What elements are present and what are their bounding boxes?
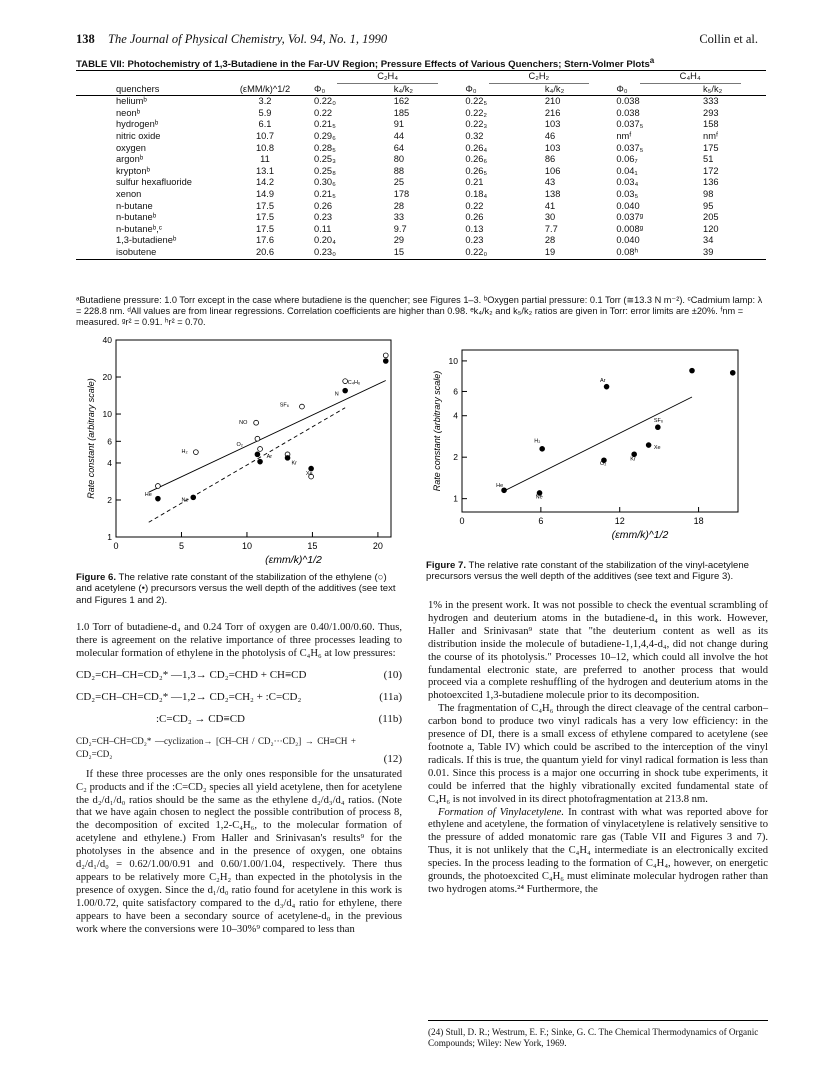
table-cell: 25 (393, 177, 405, 188)
table-cell: 0.21 (465, 177, 484, 188)
table-cell: 43 (544, 177, 556, 188)
point-label: Ar (600, 378, 606, 385)
x-tick-label: 10 (241, 541, 252, 551)
table-cell: 0.26 (314, 200, 333, 211)
table-cell: 0.22₀ (314, 96, 336, 107)
page-header (76, 32, 758, 48)
col-header: (εMM/k)^1/2 (218, 84, 312, 96)
right-column (428, 600, 768, 897)
table-cell: 0.037ᵍ (616, 212, 644, 223)
x-tick-label: 15 (307, 541, 318, 551)
table-cell: 88 (393, 165, 405, 176)
point-label: SF₆ (279, 402, 289, 409)
y-tick-label: 40 (102, 335, 112, 345)
table-cell: 0.23 (314, 212, 333, 223)
table-cell: 0.038 (616, 107, 640, 118)
table-cell: 1,3-butadieneᵇ (116, 235, 177, 246)
table-cell: 0.25₈ (314, 165, 336, 176)
equation-11b: :C=CD₂ → CD≡CD (11b) (156, 712, 402, 725)
data-point-filled (655, 425, 660, 430)
table-cell: 172 (703, 165, 719, 176)
table-row (76, 235, 766, 247)
table-footnote: ᵃButadiene pressure: 1.0 Torr except in the case where butadiene is the quencher; see Figures 1–3. ᵇOxygen partial pressure: 0.1 Torr (≅13.3 N m⁻²). ᶜCadmium lamp: λ = 228.8 nm. ᵈAll values are from linear regressions. Correlation coefficients are higher than 0.98. ᵉk₄/k₂ and k₅/k₂ ratios are given in Torr: error limits are ±20%. ᶠnm = measured. ᵍr² = 0.91. ʰr² = 0.70. (76, 295, 763, 327)
data-point-filled (646, 443, 651, 448)
y-tick-label: 10 (448, 355, 458, 366)
table-cell: 0.23₀ (312, 247, 392, 259)
table-cell: 0.21₅ (314, 119, 336, 130)
table-cell: 51 (703, 154, 714, 165)
table-cell: 0.22 (314, 107, 333, 118)
col-header: Φ₀ (463, 84, 543, 96)
table-cell: 216 (544, 107, 561, 118)
data-point-open (300, 404, 305, 409)
page-number: 138 (76, 32, 95, 46)
table-cell: 39 (701, 247, 766, 259)
table-cell: n-butaneᵇ,ᶜ (116, 223, 163, 234)
equation-12: CD₂=CH–CH=CD₂* —cyclization→ [CH–CH / CD₂···CD₂] → CH≡CH + CD₂=CD₂ (12) (76, 735, 402, 765)
table-cell: 0.30₆ (314, 177, 336, 188)
table-cell: 0.22₃ (465, 119, 488, 130)
table-cell: 0.29₆ (314, 130, 336, 141)
y-tick-label: 20 (102, 372, 112, 383)
paragraph: The fragmentation of C₄H₆ through the direct cleavage of the central carbon–carbon bond to produce two vinyl radicals has a very low efficiency: in the presence of DI, there is a small excess of ethylene compared to acetylene (see footnote a, Table IV) which could be ascribed to the interception of the vinyl radicals. If this is true, the quantum yield for vinyl radical formation is less than 0.01. Since this process is a major one occurring in shock tube experiments, it could be inferred that the highly vibrationally excited fundamental state of C₄H₆ is not involved in its direct photofragmentation at 213.8 nm. (428, 703, 768, 805)
table-cell: 29 (393, 235, 405, 246)
journal-title: The Journal of Physical Chemistry, Vol. 94, No. 1, 1990 (108, 32, 388, 46)
table-cell: sulfur hexafluoride (116, 177, 192, 188)
data-point-open (383, 353, 388, 358)
y-tick-label: 2 (453, 452, 458, 463)
table-cell: 0.08ʰ (614, 247, 701, 259)
table-cell: 5.9 (258, 107, 272, 118)
data-point-open (255, 436, 260, 441)
table-cell: 0.03₄ (616, 177, 639, 188)
col-header: k₄/k₂ (392, 84, 464, 96)
point-label: H₂ (534, 438, 541, 445)
table-cell: 28 (544, 235, 556, 246)
equation-11a: CD₂=CH–CH=CD₂* —1,2→ CD₂=CH₂ + :C=CD₂ (11a) (76, 690, 402, 703)
table-row (76, 224, 766, 236)
table-cell: 14.2 (255, 177, 275, 188)
table-cell: 0.040 (616, 200, 640, 211)
y-tick-label: 6 (107, 436, 112, 447)
figure-6-caption: Figure 6. The relative rate constant of the stabilization of the ethylene (○) and acetylene (•) precursors versus the well depth of the additives (see text and Figures 1 and 2). (76, 572, 396, 606)
table-cell: 33 (393, 212, 405, 223)
table-row (76, 189, 766, 201)
equation-10: CD₂=CH–CH=CD₂* —1,3→ CD₂=CHD + CH≡CD (10) (76, 668, 402, 681)
paragraph: Formation of Vinylacetylene. In contrast with what was reported above for ethylene and acetylene, the formation of vinylacetylene is relatively sensitive to the pressure of added monatomic rare gas (Table VII and Figures 3 and 7). Thus, it is not unlikely that the C₄H₄ intermediate is an electronically excited species. In the process leading to the formation of C₄H₄, however, on energetic grounds, the photoexcited C₄H₆ must eliminate molecular hydrogen rather than two hydrogen atoms.²⁴ Furthermore, the (428, 806, 768, 895)
table-cell: 0.22₂ (465, 107, 488, 118)
table-cell: isobutene (76, 247, 218, 259)
table-cell: 175 (703, 142, 719, 153)
point-label: SF₆ (653, 418, 664, 425)
data-point-filled (255, 452, 260, 457)
figure-7 (426, 332, 746, 557)
y-tick-label: 6 (453, 386, 458, 397)
running-authors: Collin et al. (699, 32, 758, 46)
table-cell: 34 (703, 235, 714, 246)
col-header: k₄/k₂ (543, 84, 614, 96)
data-point-filled (690, 368, 695, 373)
table-cell: 162 (393, 96, 410, 107)
table-cell: 44 (393, 130, 405, 141)
data-point-filled (383, 359, 388, 364)
x-tick-label: 0 (459, 516, 465, 526)
table-cell: hydrogenᵇ (116, 119, 159, 130)
data-point-filled (730, 370, 735, 375)
table-row (76, 201, 766, 213)
table-caption: TABLE VII: Photochemistry of 1,3-Butadiene in the Far-UV Region; Pressure Effects of Various Quenchers; Stern-Volmer Plots$^a$ (76, 56, 655, 71)
table-cell: 138 (544, 188, 561, 199)
table-cell: n-butaneᵇ (116, 212, 157, 223)
table-cell: 7.7 (544, 223, 558, 234)
table-cell: 41 (544, 200, 556, 211)
table-cell: kryptonᵇ (116, 165, 150, 176)
table-cell: 98 (703, 188, 714, 199)
table-cell: 136 (703, 177, 719, 188)
table-row (76, 212, 766, 224)
table-cell: 11 (260, 154, 270, 165)
table-row (76, 154, 766, 166)
table-cell: 0.03₅ (616, 188, 639, 199)
point-label: Kr (291, 460, 297, 467)
table-cell: 0.18₄ (465, 188, 488, 199)
table-cell: 178 (393, 188, 410, 199)
table-cell: 95 (703, 200, 714, 211)
table-cell: 17.5 (255, 200, 275, 211)
table-cell: 0.008ᵍ (616, 223, 644, 234)
table-vii (76, 70, 766, 260)
y-tick-label: 10 (102, 409, 112, 420)
table-cell: neonᵇ (116, 107, 141, 118)
table-cell: 0.21₅ (314, 188, 336, 199)
table-cell: 0.26 (465, 212, 484, 223)
point-label: NO (239, 419, 248, 426)
data-point-open (156, 484, 161, 489)
x-tick-label: 5 (178, 541, 184, 551)
point-label: He (496, 482, 504, 489)
paragraph: If these three processes are the only ones responsible for the unsaturated C₂ products and if the :C=CD₂ species all yield acetylene, then for acetylene the d₂/d₁/d₀ ratios should be the same as the ethylene d₂/d₃/d₄ ratios. (Note that we have again chosen to neglect the possible contribution of process 8, the decomposition of excited 1,2-C₄H₆, to the molecular formation of acetylene and ethylene.) From Haller and Srinivasan's results⁹ for the photolyses in the absence and in the presence of oxygen, one obtains d₂/d₁/d₀ = 0.62/1.00/0.91 and 0.60/1.00/1.04, respectively. There thus appears to be relatively more C₂H₂ than expected in the photolysis in the presence of oxygen. Since the d₁/d₀ ratio found for acetylene in this work is 1.00/0.72, quite satisfactory compared to the d₃/d₄ ratio for ethylene, there appears to have been a secondary source of acetylene-d₀ in the previous work where the conversions were 10–30%⁹ compared to less than (76, 768, 402, 935)
table-cell: 10.7 (255, 130, 275, 141)
table-cell: nmᶠ (703, 130, 719, 141)
group-header-c2h4: C₂H₄ (312, 71, 463, 84)
point-label: He (144, 492, 152, 499)
table-cell: 0.04₁ (616, 165, 638, 176)
table-cell: 0.23 (465, 235, 484, 246)
table-cell: oxygen (116, 142, 146, 153)
x-tick-label: 18 (693, 516, 704, 526)
table-cell: 28 (393, 200, 405, 211)
y-tick-label: 1 (453, 493, 458, 504)
table-cell: 17.5 (255, 212, 275, 223)
table-cell: 185 (393, 107, 410, 118)
table-cell: 10.8 (255, 142, 275, 153)
figure-7-caption: Figure 7. The relative rate constant of the stabilization of the vinyl-acetylene precursors versus the well depth of the additives (see text and Figure 3). (426, 560, 749, 583)
table-cell: 0.038 (616, 96, 640, 107)
table-row (76, 143, 766, 155)
table-cell: 0.13 (465, 223, 484, 234)
x-tick-label: 20 (372, 541, 383, 551)
table-cell: 0.037₅ (616, 142, 644, 153)
y-tick-label: 1 (107, 532, 112, 542)
point-label: Kr (630, 456, 636, 463)
table-cell: 6.1 (258, 119, 272, 130)
table-row (76, 96, 766, 108)
y-axis-label: Rate constant (arbitrary scale) (86, 378, 96, 499)
y-tick-label: 4 (453, 410, 458, 421)
table-cell: 0.20₄ (314, 235, 336, 246)
x-tick-label: 12 (614, 516, 625, 526)
table-cell: 17.5 (255, 223, 275, 234)
table-cell: 30 (544, 212, 556, 223)
table-cell: 0.040 (616, 235, 640, 246)
point-label: H₂ (181, 449, 188, 456)
regression-line (149, 380, 386, 492)
table-cell: 106 (544, 165, 561, 176)
table-cell: nmᶠ (616, 130, 632, 141)
data-point-filled (285, 455, 290, 460)
x-tick-label: 0 (113, 541, 119, 551)
table-cell: n-butane (116, 200, 153, 211)
table-cell: heliumᵇ (116, 96, 147, 107)
table-cell: 0.22₅ (465, 96, 488, 107)
data-point-filled (156, 496, 161, 501)
section-title: Formation of Vinylacetylene. (438, 806, 564, 818)
point-label: Xe (653, 444, 661, 451)
group-header-c4h4: C₄H₄ (614, 71, 766, 84)
y-tick-label: 2 (107, 494, 112, 505)
table-cell: 0.22 (465, 200, 484, 211)
figure-7-plot (426, 332, 746, 557)
table-cell: 0.26₄ (465, 142, 488, 153)
y-tick-label: 4 (107, 457, 112, 468)
table-cell: xenon (116, 188, 142, 199)
data-point-filled (191, 495, 196, 500)
regression-line (504, 397, 692, 491)
point-label: O₂ (600, 461, 607, 468)
left-column (76, 622, 402, 937)
table-cell: 3.2 (258, 96, 272, 107)
table-cell: 13.1 (255, 165, 275, 176)
col-header: quenchers (76, 84, 218, 96)
table-cell: 9.7 (393, 223, 407, 234)
table-cell: 0.25₃ (314, 154, 336, 165)
data-point-filled (343, 388, 348, 393)
point-label: Ne (181, 497, 189, 504)
table-cell: 210 (544, 96, 561, 107)
table-cell: 0.28₅ (314, 142, 336, 153)
table-cell: 46 (544, 130, 556, 141)
table-row (76, 119, 766, 131)
table-cell: 103 (544, 119, 561, 130)
table-cell: 205 (703, 212, 719, 223)
table-row (76, 247, 766, 259)
reference-24: (24) Stull, D. R.; Westrum, E. F.; Sinke, G. C. The Chemical Thermodynamics of Organic Compounds; Wiley: New York, 1969. (428, 1020, 768, 1049)
figure-6 (76, 332, 396, 572)
table-cell: argonᵇ (116, 154, 144, 165)
table-cell: 80 (393, 154, 405, 165)
point-label: N (334, 391, 339, 398)
table-cell: 333 (703, 96, 719, 107)
col-header: Φ₀ (312, 84, 392, 96)
table-cell: 19 (543, 247, 614, 259)
group-header-c2h2: C₂H₂ (463, 71, 614, 84)
point-label: Xe (305, 470, 313, 477)
table-cell: 0.11 (314, 223, 332, 234)
table-cell: 64 (393, 142, 405, 153)
data-point-filled (540, 446, 545, 451)
table-cell: 0.26₅ (465, 165, 488, 176)
table-caption-mark: a (649, 56, 655, 65)
x-axis-label: (εmm/k)^1/2 (265, 554, 322, 566)
table-cell: 0.06₇ (616, 154, 638, 165)
table-cell: 86 (544, 154, 556, 165)
point-label: C₄H₆ (347, 380, 361, 387)
table-cell: 15 (392, 247, 464, 259)
table-row (76, 131, 766, 143)
table-cell: 0.22₀ (463, 247, 543, 259)
col-header: Φ₀ (614, 84, 701, 96)
table-cell: 91 (393, 119, 405, 130)
table-row (76, 166, 766, 178)
plot-frame (116, 340, 391, 537)
paragraph: 1.0 Torr of butadiene-d₄ and 0.24 Torr of oxygen are 0.40/1.00/0.60. Thus, there is agreement on the relative importance of three processes leading to molecular formation of ethylene in the photolysis of C₄H₆ at low pressures: (76, 622, 402, 659)
table-row (76, 108, 766, 120)
table-cell: 158 (703, 119, 719, 130)
point-label: Ar (266, 453, 273, 460)
x-axis-label: (εmm/k)^1/2 (611, 529, 669, 541)
figure-6-plot (76, 332, 396, 572)
table-cell: 0.037₅ (616, 119, 644, 130)
point-label: Ne (535, 494, 543, 501)
data-point-open (193, 450, 198, 455)
table-cell: 20.6 (218, 247, 312, 259)
col-header: k₅/k₂ (701, 84, 766, 96)
table-cell: 120 (703, 223, 719, 234)
table-cell: 17.6 (255, 235, 275, 246)
table-cell: 293 (703, 107, 719, 118)
data-point-open (254, 420, 259, 425)
paragraph: 1% in the present work. It was not possible to check the eventual scrambling of hydrogen and deuterium atoms in the butadiene-d₄ in this work. However, Haller and Srinivasan⁹ state that "the deuterium content as well as its distribution inside the molecule of butadiene-1,1,4,4-d₄, did not change during the course of its photolysis." Processes 10–12, which could all involve the hot fundamental electronic state, are preferred to another process that would proceed via a complete reshuffling of the hydrogen and deuterium atoms in the photoexcited 1,3-butadiene molecule prior to its decomposition. (428, 600, 768, 702)
table-cell: nitric oxide (116, 130, 161, 141)
table-cell: 14.9 (255, 188, 275, 199)
data-point-filled (604, 384, 609, 389)
table-cell: 0.32 (465, 130, 484, 141)
x-tick-label: 6 (538, 516, 544, 526)
table-row (76, 177, 766, 189)
data-point-open (258, 447, 263, 452)
table-cell: 0.26₆ (465, 154, 488, 165)
point-label: O₂ (236, 441, 243, 448)
y-axis-label: Rate constant (arbitrary scale) (432, 370, 442, 492)
table-cell: 103 (544, 142, 561, 153)
data-point-filled (258, 459, 263, 464)
